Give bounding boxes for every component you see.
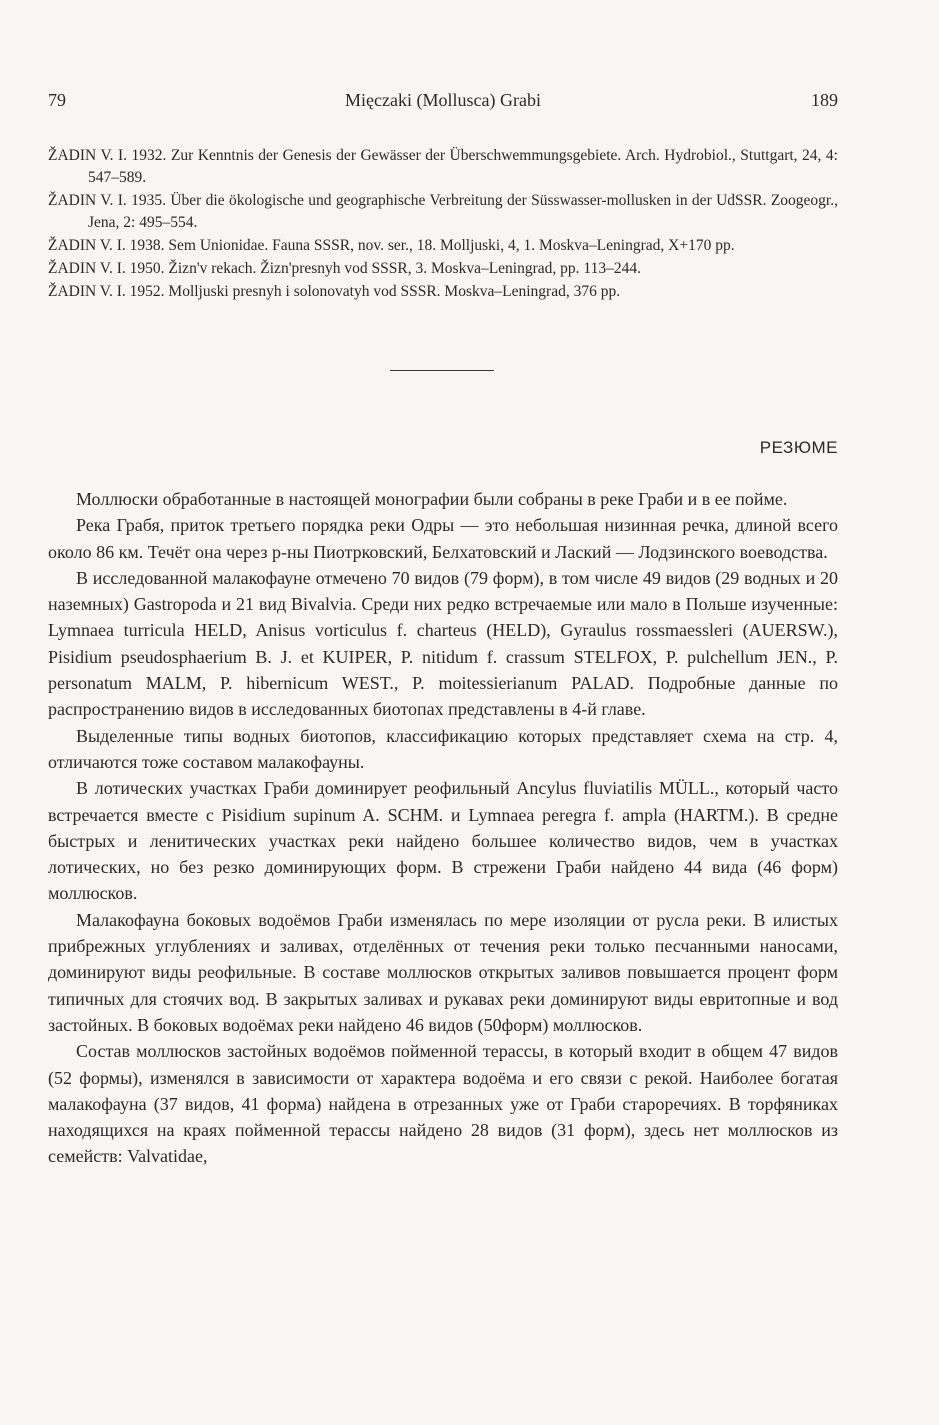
header-title: Mięczaki (Mollusca) Grabi xyxy=(345,90,541,110)
paragraph: Река Грабя, приток третьего порядка реки Одры — это небольшая низинная речка, длиной всего около 86 км. Течёт она через р-ны Пиотрковский, Белхатовский и Лаский — Лодзинского воеводства. xyxy=(48,515,838,562)
reference-item: ŽADIN V. I. 1932. Zur Kenntnis der Genesis der Gewässer der Überschwemmungsgebiete. Arch. Hydrobiol., Stuttgart, 24, 4: 547–589. xyxy=(48,147,838,186)
header-left-number: 79 xyxy=(48,90,66,110)
section-divider xyxy=(390,370,494,371)
paragraph: Малакофауна боковых водоёмов Граби изменялась по мере изоляции от русла реки. В илистых прибрежных углублениях и заливах, отделённых от течения реки только песчанными наносами, доминируют виды реофильные. В составе моллюсков открытых заливов повышается процент форм типичных для стоячих вод. В закрытых заливах и рукавах реки доминируют виды евритопные и вод застойных. В боковых водоёмах реки найдено 46 видов (50форм) моллюсков. xyxy=(48,909,838,1035)
paragraph: Моллюски обработанные в настоящей монографии были собраны в реке Граби и в ее пойме. xyxy=(76,489,788,509)
paragraph: В лотических участках Граби доминирует реофильный Ancylus fluviatilis MÜLL., который часто встречается вместе с Pisidium supinum A. SCHM. и Lymnaea peregra f. ampla (HARTM.). В средне быстрых и ленитических участках реки найдено большее количество видов, чем в участках лотических, но без резко доминирующих форм. В стрежени Граби найдено 44 вида (46 форм) моллюсков. xyxy=(48,778,838,904)
paragraph: В исследованной малакофауне отмечено 70 видов (79 форм), в том числе 49 видов (29 водных и 20 наземных) Gastropoda и 21 вид Bivalvia. Среди них редко встречаемые или мало в Польше изученные: Lymnaea turricula HELD, Anisus vorticulus f. charteus (HELD), Gyraulus rossmaessleri (AUERSW.), Pisidium pseudosphaerium B. J. et KUIPER, P. nitidum f. crassum STELFOX, P. pulchellum JEN., P. personatum MALM, P. hibernicum WEST., P. moitessierianum PALAD. Подробные данные по распространению видов в исследованных биотопах представлены в 4-й главе. xyxy=(48,567,838,720)
paragraph: Выделенные типы водных биотопов, классификацию которых представляет схема на стр. 4, отличаются тоже составом малакофауны. xyxy=(48,725,838,772)
reference-item: ŽADIN V. I. 1938. Sem Unionidae. Fauna SSSR, nov. ser., 18. Molljuski, 4, 1. Moskva–Leningrad, X+170 pp. xyxy=(48,237,735,254)
summary-body xyxy=(48,486,838,1170)
page-number: 189 xyxy=(811,90,838,110)
reference-list xyxy=(48,145,838,304)
reference-item: ŽADIN V. I. 1950. Žizn'v rekach. Žizn'presnyh vod SSSR, 3. Moskva–Leningrad, pp. 113–244. xyxy=(48,260,641,277)
section-heading: РЕЗЮМЕ xyxy=(759,438,838,457)
reference-item: ŽADIN V. I. 1935. Über die ökologische und geographische Verbreitung der Süsswasser-mollusken in der UdSSR. Zoogeogr., Jena, 2: 495–554. xyxy=(48,192,838,231)
paragraph: Состав моллюсков застойных водоёмов пойменной терассы, в который входит в общем 47 видов (52 формы), изменялся в зависимости от характера водоёма и его связи с рекой. Наиболее богатая малакофауна (37 видов, 41 форма) найдена в отрезанных уже от Граби староречиях. В торфяниках находящихся на краях пойменной терассы найдено 28 видов (31 форм), здесь нет моллюсков из семейств: Valvatidae, xyxy=(48,1041,838,1167)
reference-item: ŽADIN V. I. 1952. Molljuski presnyh i solonovatyh vod SSSR. Moskva–Leningrad, 376 pp. xyxy=(48,283,621,300)
running-header xyxy=(48,90,838,116)
